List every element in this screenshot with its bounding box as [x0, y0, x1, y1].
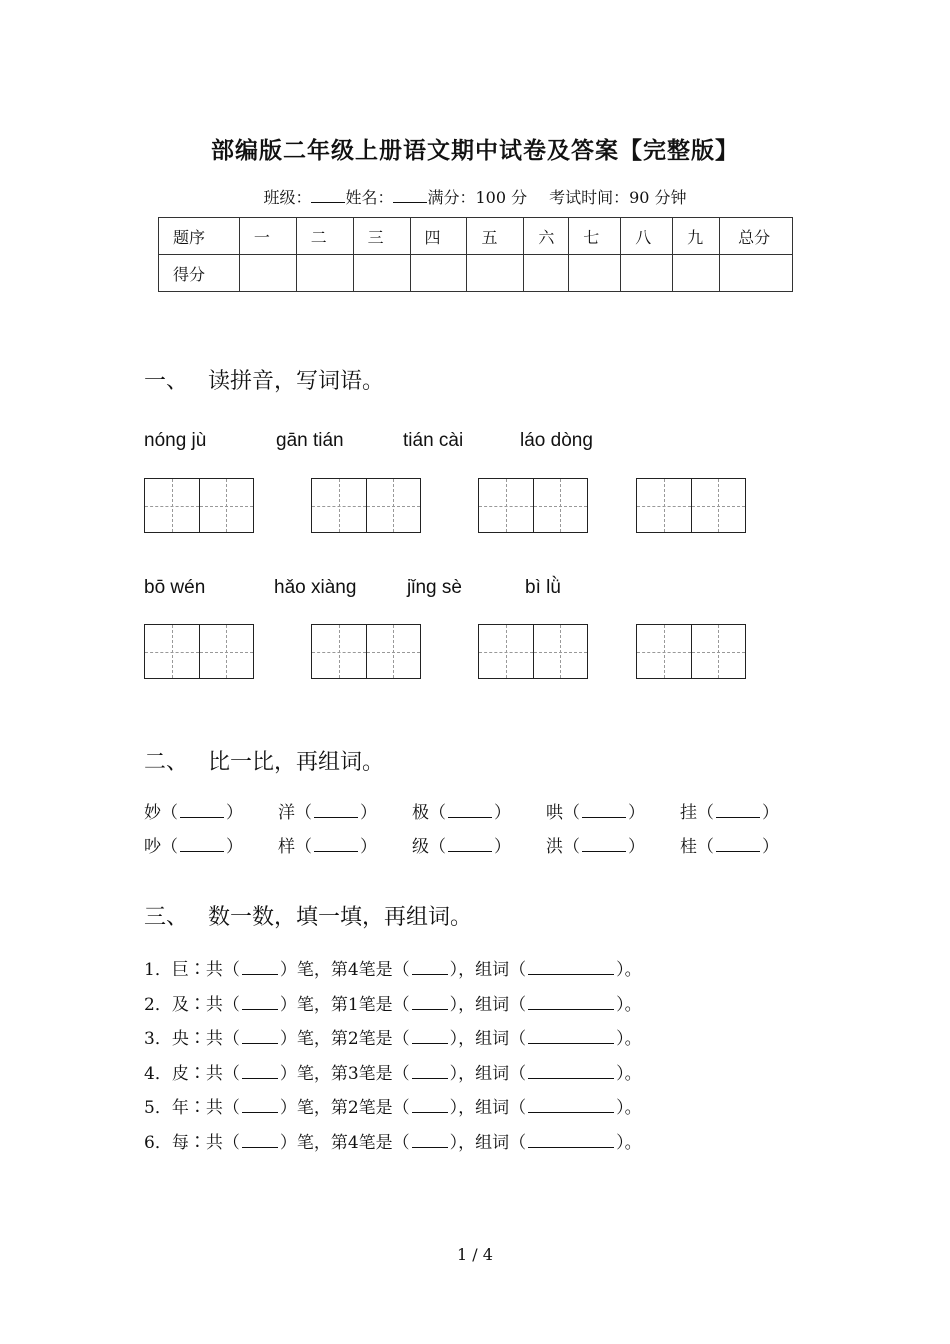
question-text: ），组词（ — [449, 1063, 527, 1084]
question-text: ∶共（ — [188, 1029, 240, 1049]
question-number: 2． — [144, 994, 172, 1015]
stroke-blank[interactable] — [412, 1134, 448, 1148]
score-header-cell: 九 — [673, 218, 720, 255]
question-char: 巨 — [171, 960, 189, 980]
score-table — [158, 217, 793, 292]
question-number: 6． — [144, 1132, 172, 1153]
question-row — [144, 1093, 642, 1118]
question-text: ）。 — [616, 1063, 642, 1084]
stroke-index: 2 — [347, 1098, 359, 1118]
stroke-count-blank[interactable] — [242, 996, 278, 1010]
section-2-heading — [144, 745, 384, 776]
question-text: ）。 — [616, 1132, 642, 1153]
question-text: 笔是（ — [358, 994, 410, 1015]
question-row — [144, 1059, 642, 1084]
score-header-cell: 六 — [524, 218, 569, 255]
compare-item: 哄（ ） — [546, 803, 645, 823]
question-number: 4． — [144, 1063, 172, 1084]
answer-blank[interactable] — [180, 838, 224, 852]
score-cell[interactable] — [621, 255, 673, 292]
question-text: ），组词（ — [449, 960, 527, 980]
stroke-index: 3 — [347, 1063, 359, 1084]
writing-grid[interactable] — [144, 624, 254, 679]
compare-item: 洋（ ） — [278, 803, 377, 823]
score-header-cell: 总分 — [720, 218, 793, 255]
question-text: ∶共（ — [188, 1132, 240, 1153]
question-char: 央 — [171, 1029, 189, 1049]
section-number: 三、 — [144, 905, 189, 930]
answer-blank[interactable] — [716, 804, 760, 818]
question-text: ）笔，第 — [279, 1098, 348, 1118]
word-blank[interactable] — [528, 1099, 614, 1113]
stroke-count-blank[interactable] — [242, 961, 278, 975]
page-number: 1 / 4 — [457, 1245, 493, 1264]
question-row — [144, 1024, 642, 1049]
question-text: ）笔，第 — [279, 960, 348, 980]
full-score: 满分：100 分 — [427, 188, 528, 207]
score-header-cell: 五 — [467, 218, 524, 255]
word-blank[interactable] — [528, 1065, 614, 1079]
writing-grid[interactable] — [478, 478, 588, 533]
question-text: ），组词（ — [449, 1098, 527, 1118]
question-text: ）笔，第 — [279, 994, 348, 1015]
answer-blank[interactable] — [314, 838, 358, 852]
compare-item: 吵（ ） — [144, 837, 243, 857]
exam-time: 考试时间：90 分钟 — [549, 188, 687, 207]
score-cell[interactable] — [353, 255, 410, 292]
question-text: ）笔，第 — [279, 1029, 348, 1049]
question-text: 笔是（ — [358, 960, 410, 980]
answer-blank[interactable] — [582, 838, 626, 852]
name-blank[interactable] — [393, 188, 427, 203]
pinyin: nóng jù — [144, 430, 207, 451]
score-row-label: 得分 — [159, 255, 240, 292]
writing-grid[interactable] — [636, 478, 746, 533]
answer-blank[interactable] — [448, 838, 492, 852]
question-number: 1． — [144, 960, 172, 980]
stroke-count-blank[interactable] — [242, 1134, 278, 1148]
question-number: 5． — [144, 1098, 172, 1118]
stroke-blank[interactable] — [412, 1030, 448, 1044]
question-text: ）。 — [616, 1098, 642, 1118]
writing-grid[interactable] — [636, 624, 746, 679]
question-text: ∶共（ — [188, 1098, 240, 1118]
question-text: ∶共（ — [188, 994, 240, 1015]
question-text: ），组词（ — [449, 1029, 527, 1049]
answer-blank[interactable] — [448, 804, 492, 818]
pinyin: gān tián — [276, 430, 344, 451]
stroke-count-blank[interactable] — [242, 1065, 278, 1079]
stroke-index: 4 — [347, 1132, 359, 1153]
question-text: ）笔，第 — [279, 1063, 348, 1084]
question-text: ）笔，第 — [279, 1132, 348, 1153]
score-cell[interactable] — [673, 255, 720, 292]
stroke-index: 4 — [347, 960, 359, 980]
section-title: 数一数，填一填，再组词。 — [208, 905, 473, 930]
pinyin: hǎo xiàng — [274, 577, 357, 598]
score-cell[interactable] — [569, 255, 621, 292]
word-blank[interactable] — [528, 1030, 614, 1044]
exam-info — [0, 185, 950, 208]
section-title: 比一比，再组词。 — [208, 750, 385, 775]
section-3-heading — [144, 900, 472, 931]
name-label: 姓名： — [345, 188, 394, 207]
question-number: 3． — [144, 1029, 172, 1049]
pinyin: jǐng sè — [407, 577, 462, 598]
pinyin: bō wén — [144, 577, 206, 598]
compare-item: 洪（ ） — [546, 837, 645, 857]
writing-grid[interactable] — [311, 624, 421, 679]
word-blank[interactable] — [528, 1134, 614, 1148]
question-char: 每 — [171, 1132, 189, 1153]
score-cell[interactable] — [524, 255, 569, 292]
score-header-cell: 八 — [621, 218, 673, 255]
word-blank[interactable] — [528, 961, 614, 975]
compare-item: 桂（ ） — [680, 837, 779, 857]
question-text: ）。 — [616, 1029, 642, 1049]
question-text: 笔是（ — [358, 1063, 410, 1084]
question-text: ）。 — [616, 960, 642, 980]
class-label: 班级： — [263, 188, 312, 207]
stroke-blank[interactable] — [412, 1065, 448, 1079]
score-header-cell: 题序 — [159, 218, 240, 255]
pinyin: láo dòng — [520, 430, 593, 451]
compare-item: 挂（ ） — [680, 803, 779, 823]
answer-blank[interactable] — [180, 804, 224, 818]
stroke-index: 2 — [347, 1029, 359, 1049]
compare-item: 极（ ） — [412, 803, 511, 823]
score-row — [159, 255, 793, 292]
section-number: 二、 — [144, 750, 189, 775]
question-char: 年 — [171, 1098, 189, 1118]
stroke-index: 1 — [347, 994, 359, 1015]
question-row — [144, 955, 642, 980]
question-char: 皮 — [171, 1063, 189, 1084]
compare-item: 级（ ） — [412, 837, 511, 857]
question-text: ），组词（ — [449, 1132, 527, 1153]
compare-item: 样（ ） — [278, 837, 377, 857]
pinyin: tián cài — [403, 430, 464, 451]
answer-blank[interactable] — [716, 838, 760, 852]
writing-grid[interactable] — [311, 478, 421, 533]
writing-grid[interactable] — [144, 478, 254, 533]
pinyin: bì lǜ — [525, 577, 561, 598]
stroke-count-blank[interactable] — [242, 1099, 278, 1113]
score-cell[interactable] — [720, 255, 793, 292]
question-text: 笔是（ — [358, 1132, 410, 1153]
question-row — [144, 1128, 642, 1153]
question-text: 笔是（ — [358, 1029, 410, 1049]
score-header-cell: 三 — [353, 218, 410, 255]
answer-blank[interactable] — [314, 804, 358, 818]
score-header-cell: 二 — [296, 218, 353, 255]
section-1-heading — [144, 364, 384, 395]
score-header-cell: 七 — [569, 218, 621, 255]
question-text: ∶共（ — [188, 1063, 240, 1084]
question-text: ），组词（ — [449, 994, 527, 1015]
section-number: 一、 — [144, 369, 189, 394]
score-cell[interactable] — [296, 255, 353, 292]
class-blank[interactable] — [311, 188, 345, 203]
stroke-blank[interactable] — [412, 1099, 448, 1113]
score-cell[interactable] — [239, 255, 296, 292]
word-blank[interactable] — [528, 996, 614, 1010]
compare-item: 妙（ ） — [144, 803, 243, 823]
question-char: 及 — [171, 994, 189, 1015]
stroke-blank[interactable] — [412, 996, 448, 1010]
score-header-cell: 四 — [410, 218, 467, 255]
score-header-cell: 一 — [239, 218, 296, 255]
question-text: ）。 — [616, 994, 642, 1015]
question-row — [144, 990, 642, 1015]
answer-blank[interactable] — [582, 804, 626, 818]
stroke-count-blank[interactable] — [242, 1030, 278, 1044]
score-cell[interactable] — [467, 255, 524, 292]
writing-grid[interactable] — [478, 624, 588, 679]
question-text: 笔是（ — [358, 1098, 410, 1118]
score-header-row — [159, 218, 793, 255]
question-text: ∶共（ — [188, 960, 240, 980]
score-cell[interactable] — [410, 255, 467, 292]
section-title: 读拼音，写词语。 — [208, 369, 385, 394]
page-title: 部编版二年级上册语文期中试卷及答案【完整版】 — [211, 137, 739, 164]
stroke-blank[interactable] — [412, 961, 448, 975]
